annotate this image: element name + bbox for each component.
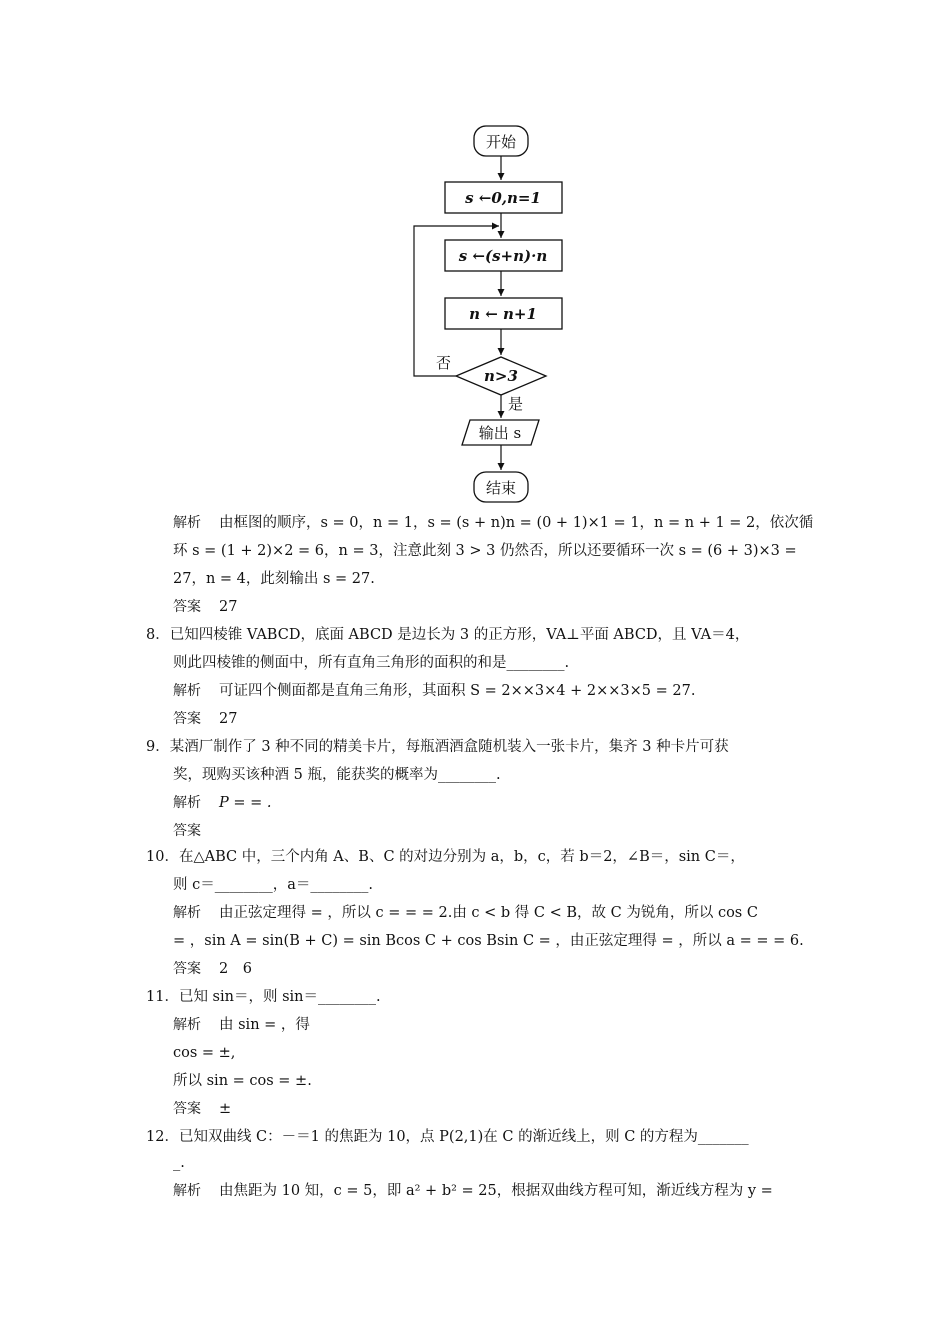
- q9-question-line-1: [146, 736, 729, 758]
- q10-answer: 2 6: [219, 961, 252, 977]
- analysis-tag: 解析: [173, 795, 201, 811]
- q10-analysis-line-1: [173, 902, 758, 924]
- q10-text-1: 在△ABC 中，三个内角 A、B、C 的对边分别为 a，b，c，若 b＝2，∠B＝，sin C＝，: [178, 849, 745, 865]
- end-label: 结束: [485, 479, 517, 497]
- output-label: 输出 s: [478, 424, 522, 442]
- q9-analysis-text: P = = .: [219, 795, 272, 811]
- q10-analysis-text-1: 由正弦定理得 = ，所以 c = = = 2.由 c < b 得 C < B，故 C 为锐角，所以 cos C: [219, 905, 758, 921]
- analysis-tag: 解析: [173, 515, 201, 531]
- q10-question-line-1: [146, 846, 745, 868]
- q10-answer-line: [173, 958, 252, 980]
- q10-question-line-2: 则 c＝________，a＝________.: [173, 877, 373, 893]
- q11-number: 11．: [146, 989, 179, 1005]
- no-label: 否: [436, 354, 452, 372]
- q12-question-line-2: _.: [173, 1155, 185, 1171]
- step-n-label: n ← n+1: [469, 305, 537, 323]
- flowchart: [400, 120, 570, 510]
- analysis-tag: 解析: [173, 1017, 201, 1033]
- q12-question-line-1: [146, 1126, 749, 1148]
- q11-question-line-1: [146, 986, 381, 1008]
- q8-question-line-2: 则此四棱锥的侧面中，所有直角三角形的面积的和是________.: [173, 655, 570, 671]
- q12-analysis-line: [173, 1180, 773, 1202]
- q11-answer-line: [173, 1098, 231, 1120]
- q12-analysis-text: 由焦距为 10 知，c = 5，即 a² + b² = 25，根据双曲线方程可知，渐近线方程为 y =: [219, 1183, 773, 1199]
- analysis-tag: 解析: [173, 905, 201, 921]
- q12-number: 12．: [146, 1129, 179, 1145]
- q8-question-line-1: [146, 624, 749, 646]
- q9-number: 9．: [146, 739, 170, 755]
- q9-analysis-line: [173, 792, 272, 814]
- q7-answer: 27: [219, 599, 238, 615]
- q10-analysis-line-2: = ，sin A = sin(B + C) = sin Bcos C + cos Bsin C = ，由正弦定理得 = ，所以 a = = = 6.: [173, 933, 804, 949]
- decision-label: n>3: [484, 367, 518, 385]
- q8-number: 8．: [146, 627, 170, 643]
- analysis-tag: 解析: [173, 1183, 201, 1199]
- step-s-label: s ←(s+n)·n: [458, 247, 548, 265]
- q11-analysis-line-2: cos = ±,: [173, 1045, 236, 1061]
- answer-tag: 答案: [173, 823, 201, 839]
- q11-analysis-line-1: [173, 1014, 310, 1036]
- analysis-tag: 解析: [173, 683, 201, 699]
- q8-answer: 27: [219, 711, 238, 727]
- q8-analysis-text: 可证四个侧面都是直角三角形，其面积 S = 2××3×4 + 2××3×5 = 27.: [219, 683, 696, 699]
- q12-text-1: 已知双曲线 C：－＝1 的焦距为 10，点 P(2,1)在 C 的渐近线上，则 C 的方程为_______: [178, 1129, 749, 1145]
- q7-analysis-text-1: 由框图的顺序，s = 0，n = 1，s = (s + n)n = (0 + 1)×1 = 1，n = n + 1 = 2，依次循: [219, 515, 814, 531]
- yes-label: 是: [508, 395, 524, 413]
- q8-analysis-line: [173, 680, 695, 702]
- q9-text-1: 某酒厂制作了 3 种不同的精美卡片，每瓶酒酒盒随机装入一张卡片，集齐 3 种卡片可获: [169, 739, 729, 755]
- answer-tag: 答案: [173, 1101, 201, 1117]
- start-label: 开始: [485, 133, 517, 151]
- q11-answer: ±: [219, 1101, 232, 1117]
- q7-analysis-line-2: 环 s = (1 + 2)×2 = 6，n = 3，注意此刻 3 > 3 仍然否，所以还要循环一次 s = (6 + 3)×3 =: [173, 543, 797, 559]
- q11-analysis-text-1: 由 sin = ，得: [219, 1017, 310, 1033]
- q11-analysis-line-3: 所以 sin = cos = ±.: [173, 1073, 312, 1089]
- init-label: s ←0,n=1: [465, 189, 541, 207]
- answer-tag: 答案: [173, 961, 201, 977]
- q8-text-1: 已知四棱锥 VABCD，底面 ABCD 是边长为 3 的正方形，VA⊥平面 ABCD，且 VA＝4，: [169, 627, 750, 643]
- q7-analysis-line-3: 27，n = 4，此刻输出 s = 27.: [173, 571, 375, 587]
- q8-answer-line: [173, 708, 237, 730]
- q7-answer-line: [173, 596, 237, 618]
- q10-number: 10．: [146, 849, 179, 865]
- answer-tag: 答案: [173, 599, 201, 615]
- q9-answer-line: [173, 820, 219, 842]
- q9-question-line-2: 奖，现购买该种酒 5 瓶，能获奖的概率为________.: [173, 767, 501, 783]
- q7-analysis-line-1: [173, 512, 813, 534]
- answer-tag: 答案: [173, 711, 201, 727]
- q11-text-1: 已知 sin＝，则 sin＝________.: [178, 989, 381, 1005]
